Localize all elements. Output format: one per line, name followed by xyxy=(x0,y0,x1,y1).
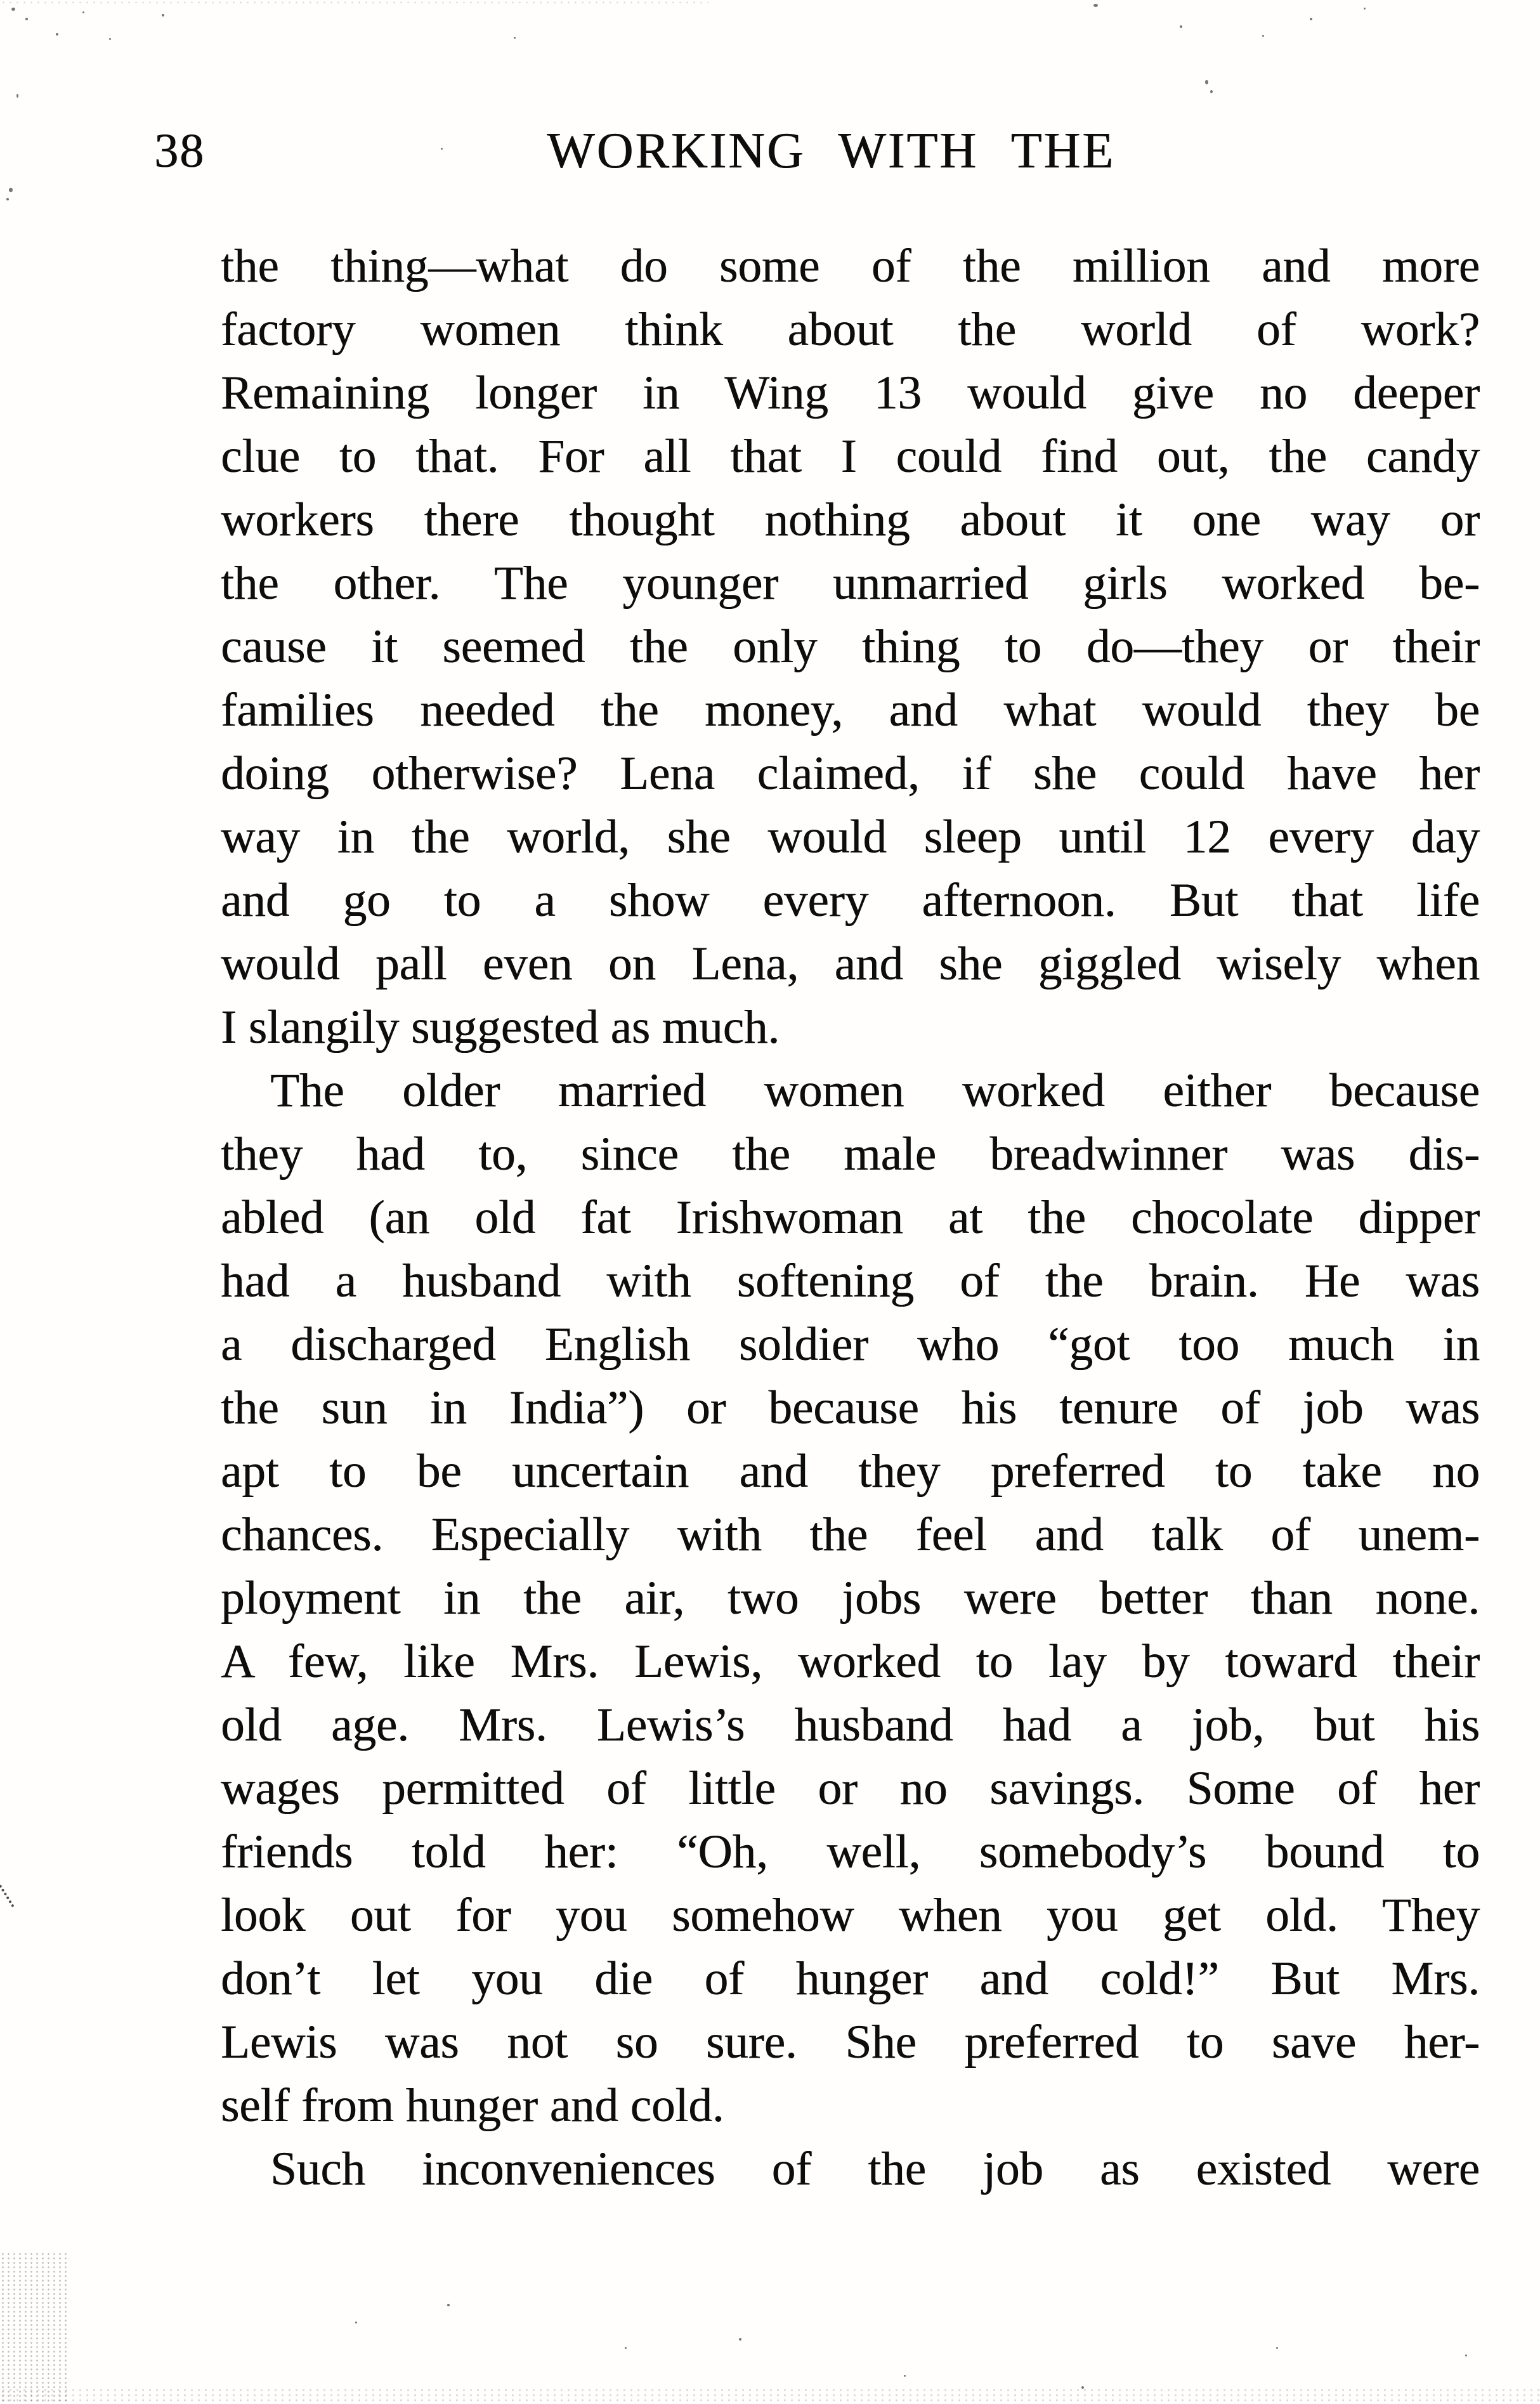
body-line: they had to, since the male breadwinner was dis- xyxy=(221,1128,1480,1180)
body-line: had a husband with softening of the brain. He was xyxy=(221,1255,1480,1307)
scan-speckle xyxy=(1310,18,1312,20)
scan-speckle xyxy=(441,148,443,150)
body-line: cause it seemed the only thing to do—they or their xyxy=(221,620,1480,673)
body-line: the thing—what do some of the million and more xyxy=(221,240,1480,292)
scan-speckle xyxy=(1093,4,1098,7)
body-line: look out for you somehow when you get old. They xyxy=(221,1889,1480,1942)
scan-speckle xyxy=(16,94,18,98)
scan-speckle xyxy=(6,198,9,200)
body-line: old age. Mrs. Lewis’s husband had a job, but his xyxy=(221,1699,1480,1751)
scan-speckle xyxy=(447,2304,450,2306)
scan-speckle xyxy=(9,188,13,192)
scan-speckle xyxy=(355,2322,357,2323)
scan-speckle xyxy=(1081,2386,1084,2389)
body-line: families needed the money, and what would they be xyxy=(221,684,1480,736)
body-line: chances. Especially with the feel and talk of unem- xyxy=(221,1508,1480,1561)
scan-speckle xyxy=(1210,90,1213,93)
scan-noise-bottom xyxy=(0,2388,1540,2404)
page-header xyxy=(0,121,1540,181)
body-line: workers there thought nothing about it one way or xyxy=(221,493,1480,546)
scan-speckle xyxy=(25,18,28,20)
scan-noise-top xyxy=(0,0,708,6)
body-line: factory women think about the world of work? xyxy=(221,303,1480,356)
text-block xyxy=(221,235,1480,2201)
paragraph xyxy=(221,235,1480,1059)
scan-speckle xyxy=(739,2338,741,2341)
scan-scratch xyxy=(0,1883,16,1907)
body-line: self from hunger and cold. xyxy=(221,2079,724,2132)
page-number: 38 xyxy=(154,124,205,178)
scan-speckle xyxy=(109,38,111,40)
body-line: doing otherwise? Lena claimed, if she could have her xyxy=(221,747,1480,800)
body-line: The older married women worked either because xyxy=(270,1064,1480,1117)
scan-speckle xyxy=(11,8,15,11)
scan-speckle xyxy=(162,14,164,16)
scan-speckle xyxy=(1180,25,1182,28)
scan-speckle xyxy=(904,2375,906,2377)
body-line: clue to that. For all that I could find out, the candy xyxy=(221,430,1480,483)
body-line: abled (an old fat Irishwoman at the chocolate dipper xyxy=(221,1191,1480,1244)
scan-speckle xyxy=(1364,8,1366,10)
running-header: WORKING WITH THE xyxy=(547,123,1116,179)
body-line: I slangily suggested as much. xyxy=(221,1001,780,1054)
body-line: and go to a show every afternoon. But that life xyxy=(221,874,1480,927)
body-line: would pall even on Lena, and she giggled wisely when xyxy=(221,937,1480,990)
body-line: Remaining longer in Wing 13 would give no deeper xyxy=(221,367,1480,419)
scan-speckle xyxy=(56,33,58,36)
body-line: don’t let you die of hunger and cold!” But Mrs. xyxy=(221,1952,1480,2005)
body-line: Lewis was not so sure. She preferred to save her- xyxy=(221,2016,1480,2068)
body-line: A few, like Mrs. Lewis, worked to lay by toward their xyxy=(221,1635,1480,1688)
scan-speckle xyxy=(1262,35,1264,37)
scan-noise-corner xyxy=(0,2252,70,2404)
scan-speckle xyxy=(625,2347,627,2349)
scan-speckle xyxy=(1276,2347,1278,2349)
body-line: friends told her: “Oh, well, somebody’s bound to xyxy=(221,1826,1480,1878)
body-line: way in the world, she would sleep until 12 every day xyxy=(221,811,1480,863)
body-line: Such inconveniences of the job as existed were xyxy=(270,2143,1480,2195)
scan-speckle xyxy=(1205,80,1208,84)
scan-speckle xyxy=(1465,2355,1467,2356)
scan-speckle xyxy=(82,11,84,13)
body-line: the other. The younger unmarried girls worked be- xyxy=(221,557,1480,610)
paragraph xyxy=(221,1059,1480,2138)
body-line: wages permitted of little or no savings. Some of her xyxy=(221,1762,1480,1815)
body-line: apt to be uncertain and they preferred to take no xyxy=(221,1445,1480,1498)
body-line: the sun in India”) or because his tenure of job was xyxy=(221,1382,1480,1434)
body-line: ployment in the air, two jobs were better than none. xyxy=(221,1572,1480,1624)
scan-speckle xyxy=(514,37,516,39)
body-line: a discharged English soldier who “got too much in xyxy=(221,1318,1480,1371)
paragraph xyxy=(221,2138,1480,2201)
